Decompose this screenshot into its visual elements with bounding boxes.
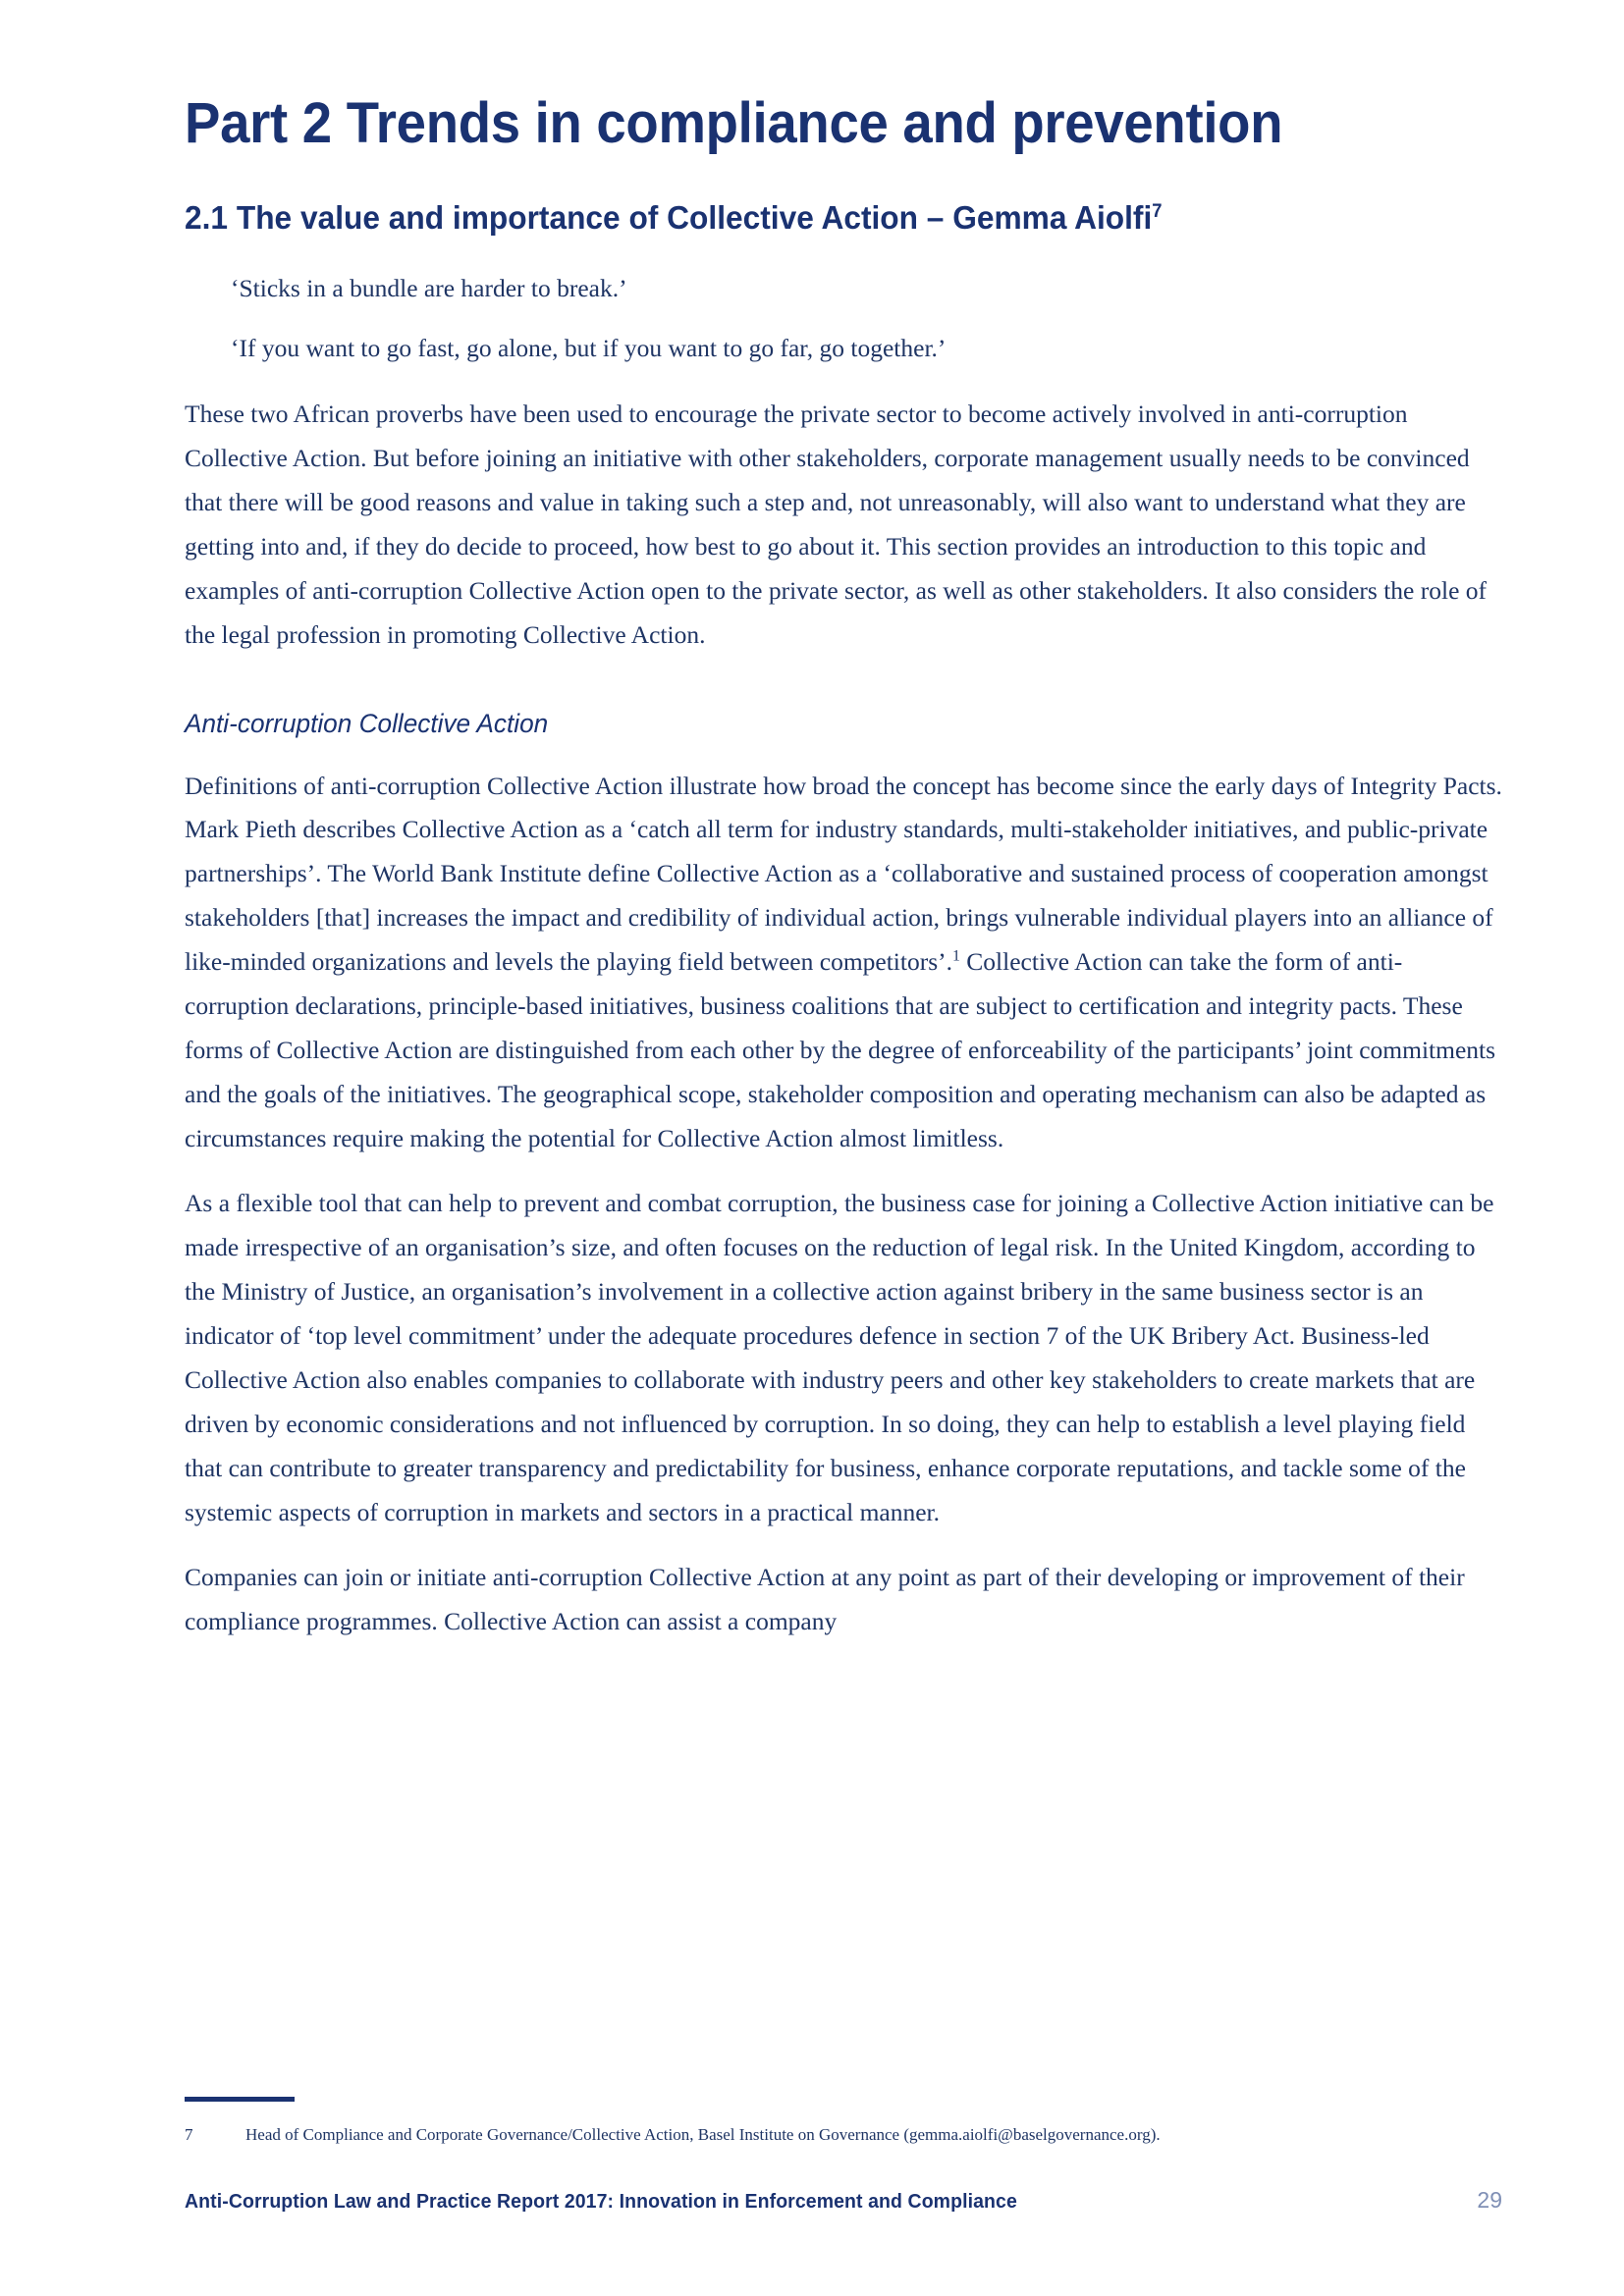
footnote-entry: [185, 2123, 1502, 2148]
page-footer: [185, 2187, 1502, 2214]
section-heading: [185, 154, 1449, 237]
paragraph-definitions-part1: Definitions of anti-corruption Collective Action illustrate how broad the concept has become since the early days of Integrity Pacts. Mark Pieth describes Collective Action as a ‘catch all term for industry standards, multi-stakeholder initiatives, and public-private partnerships’. The World Bank Institute define Collective Action as a ‘collaborative and sustained process of cooperation amongst stakeholders [that] increases the impact and credibility of individual action, brings vulnerable individual players into an alliance of like-minded organizations and levels the playing field between competitors’.: [185, 771, 1502, 977]
footnote-block: [185, 2097, 1502, 2148]
paragraph-definitions-part2: Collective Action can take the form of anti-corruption declarations, principle-based initiatives, business coalitions that are subject to certification and integrity pacts. These forms of Collective Action are distinguished from each other by the degree of enforceability of the participants’ joint commitments and the goals of the initiatives. The geographical scope, stakeholder composition and operating mechanism can also be adapted as circumstances require making the potential for Collective Action almost limitless.: [185, 947, 1496, 1152]
paragraph-definitions: [185, 739, 1502, 1161]
footnote-divider: [185, 2097, 295, 2102]
section-heading-text: 2.1 The value and importance of Collective Action – Gemma Aiolfi: [185, 198, 1153, 236]
page-content: [185, 0, 1502, 1644]
footer-page-number: 29: [1477, 2187, 1502, 2213]
sub-heading-anti-corruption-collective-action: Anti-corruption Collective Action: [185, 708, 549, 738]
section-heading-footnote-marker: 7: [1152, 200, 1163, 222]
paragraph-intro: These two African proverbs have been used to encourage the private sector to become actively involved in anti-corruption Collective Action. But before joining an initiative with other stakeholders, corporate management usually needs to be convinced that there will be good reasons and value in taking such a step and, not unreasonably, will also want to understand what they are getting into and, if they do decide to proceed, how best to go about it. This section provides an introduction to this topic and examples of anti-corruption Collective Action open to the private sector, as well as other stakeholders. It also considers the role of the legal profession in promoting Collective Action.: [185, 400, 1487, 649]
paragraph-companies: Companies can join or initiate anti-corruption Collective Action at any point as part of their developing or improvement of their compliance programmes. Collective Action can assist a company: [185, 1563, 1465, 1636]
epigraph-quote-1: ‘Sticks in a bundle are harder to break.’: [231, 273, 627, 302]
paragraph-flexible-tool: As a flexible tool that can help to prevent and combat corruption, the business case for joining a Collective Action initiative can be made irrespective of an organisation’s size, and often focuses on the reduction of legal risk. In the United Kingdom, according to the Ministry of Justice, an organisation’s involvement in a collective action against bribery in the same business sector is an indicator of ‘top level commitment’ under the adequate procedures defence in section 7 of the UK Bribery Act. Business-led Collective Action also enables companies to collaborate with industry peers and other key stakeholders to create markets that are driven by economic considerations and not influenced by corruption. In so doing, they can help to establish a level playing field that can contribute to greater transparency and predictability for business, enhance corporate reputations, and tackle some of the systemic aspects of corruption in markets and sectors in a practical manner.: [185, 1189, 1494, 1526]
epigraph-quote-2: ‘If you want to go fast, go alone, but if you want to go far, go together.’: [231, 333, 947, 362]
footnote-number: 7: [185, 2125, 193, 2144]
footnote-text: Head of Compliance and Corporate Governance/Collective Action, Basel Institute on Governance (gemma.aiolfi@baselgovernance.org).: [245, 2125, 1161, 2144]
footer-report-title: Anti-Corruption Law and Practice Report 2017: Innovation in Enforcement and Compliance: [185, 2190, 1017, 2213]
paragraph-definitions-footnote-marker: 1: [952, 947, 960, 965]
page-title: Part 2 Trends in compliance and prevention: [185, 91, 1283, 155]
